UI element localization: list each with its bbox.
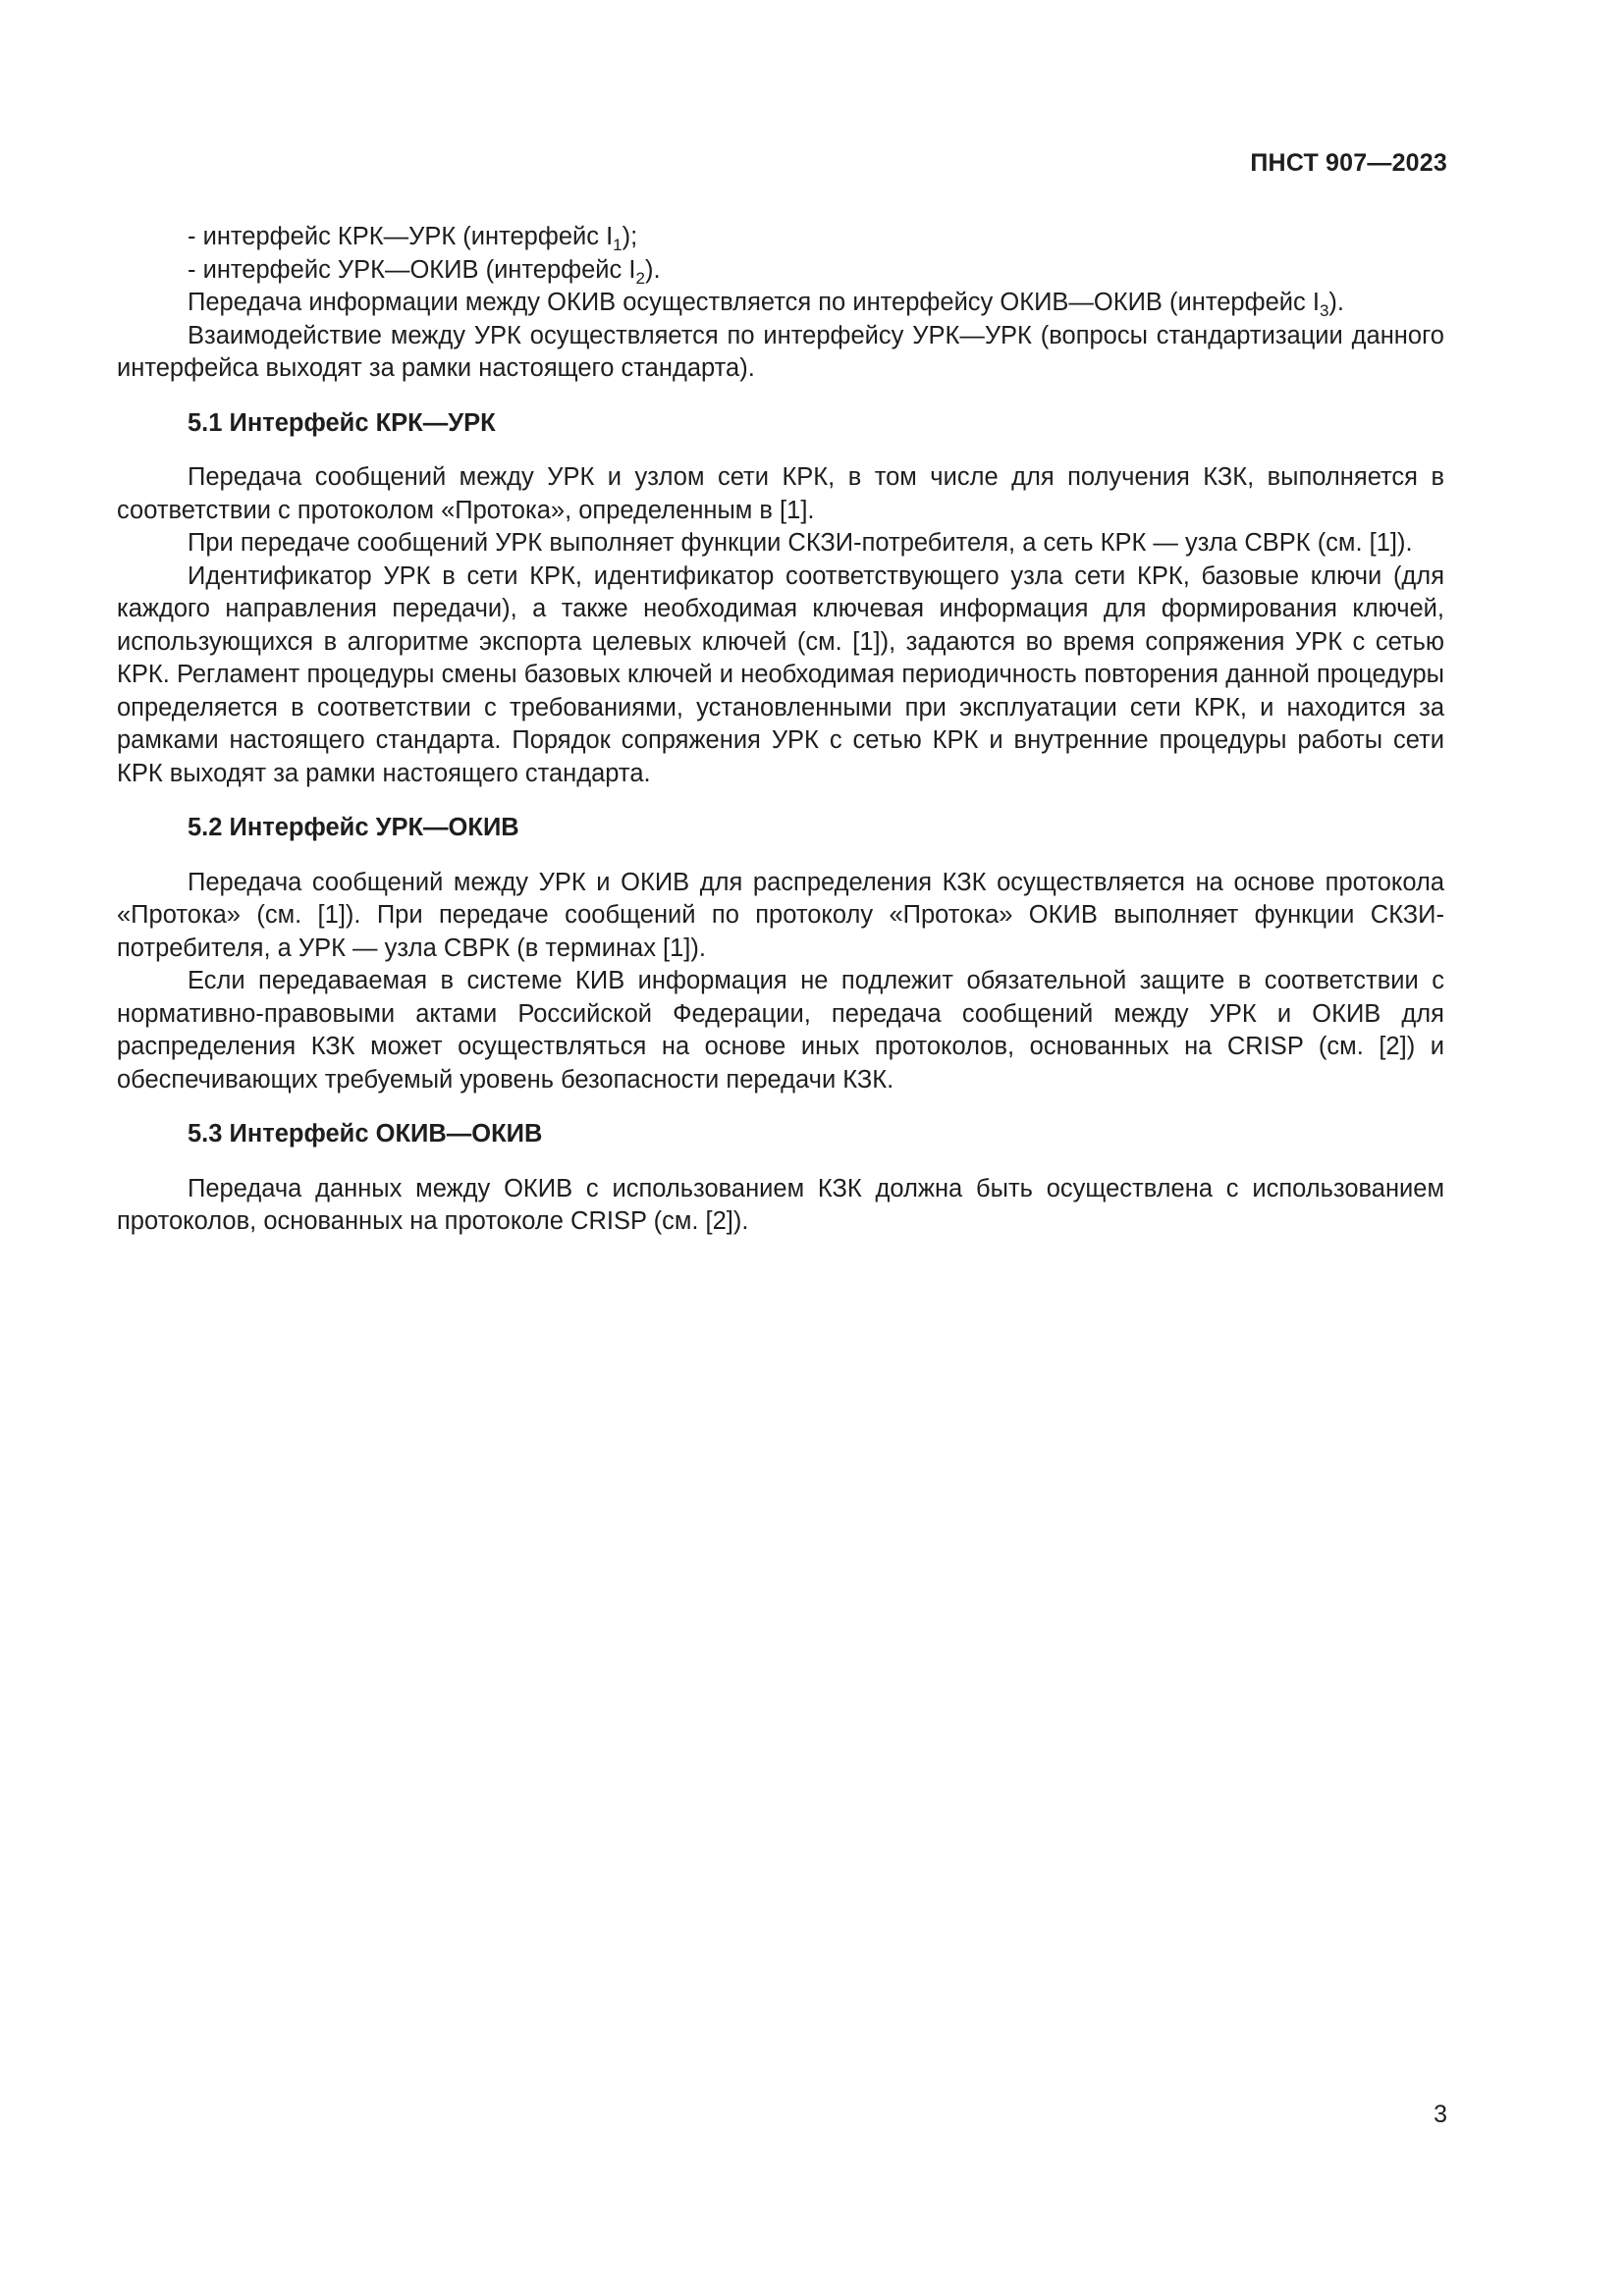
subscript: 3 [1319,301,1329,320]
list-item-text: - интерфейс КРК—УРК (интерфейс I [188,223,614,250]
document-body [117,221,1444,1239]
paragraph: Идентификатор УРК в сети КРК, идентификатор соответствующего узла сети КРК, базовые ключи (для каждого направления передачи), а также необходимая ключевая информация для формирования ключей, использующихся в алгоритме экспорта целевых ключей (см. [1]), задаются во время сопряжения УРК с сетью КРК. Регламент процедуры смены базовых ключей и необходимая периодичность повторения данной процедуры определяется в соответствии с требованиями, установленными при эксплуатации сети КРК, и находится за рамками настоящего стандарта. Порядок сопряжения УРК с сетью КРК и внутренние процедуры работы сети КРК выходят за рамки настоящего стандарта. [117,561,1444,787]
paragraph: Если передаваемая в системе КИВ информация не подлежит обязательной защите в соответствии с нормативно-правовыми актами Российской Федерации, передача сообщений между УРК и ОКИВ для распределения КЗК может осуществляться на основе иных протоколов, основанных на CRISP (см. [2]) и обеспечивающих требуемый уровень безопасности передачи КЗК. [117,967,1444,1094]
paragraph [117,287,1444,320]
paragraph: Передача сообщений между УРК и ОКИВ для распределения КЗК осуществляется на основе протокола «Протока» (см. [1]). При передаче сообщений по протоколу «Протока» ОКИВ выполняет функции СКЗИ-потребителя, а УРК — узла СВРК (в терминах [1]). [117,868,1444,962]
subscript: 1 [613,236,623,254]
section-heading-5-2: 5.2 Интерфейс УРК—ОКИВ [188,814,519,841]
document-code: ПНСТ 907—2023 [1250,149,1447,177]
list-item-interface-1 [117,221,1444,254]
section-heading-5-1: 5.1 Интерфейс КРК—УРК [188,408,496,437]
paragraph: Передача данных между ОКИВ с использованием КЗК должна быть осуществлена с использованием протоколов, основанных на протоколе CRISP (см. [2]). [117,1174,1444,1235]
paragraph: Взаимодействие между УРК осуществляется по интерфейсу УРК—УРК (вопросы стандартизации данного интерфейса выходят за рамки настоящего стандарта). [117,321,1444,382]
paragraph: Передача сообщений между УРК и узлом сети КРК, в том числе для получения КЗК, выполняется в соответствии с протоколом «Протока», определенным в [1]. [117,463,1444,524]
paragraph-text: Передача информации между ОКИВ осуществляется по интерфейсу ОКИВ—ОКИВ (интерфейс I [188,289,1320,316]
list-item-text: ). [644,255,661,284]
list-item-interface-2 [117,254,1444,288]
paragraph: При передаче сообщений УРК выполняет функции СКЗИ-потребителя, а сеть КРК — узла СВРК (см. [1]). [188,529,1413,557]
subscript: 2 [635,268,645,288]
list-item-text: - интерфейс УРК—ОКИВ (интерфейс I [188,255,636,284]
page-number: 3 [1434,2101,1447,2128]
paragraph-text: ). [1328,289,1344,316]
section-heading-5-3: 5.3 Интерфейс ОКИВ—ОКИВ [188,1120,543,1148]
list-item-text: ); [622,223,638,250]
